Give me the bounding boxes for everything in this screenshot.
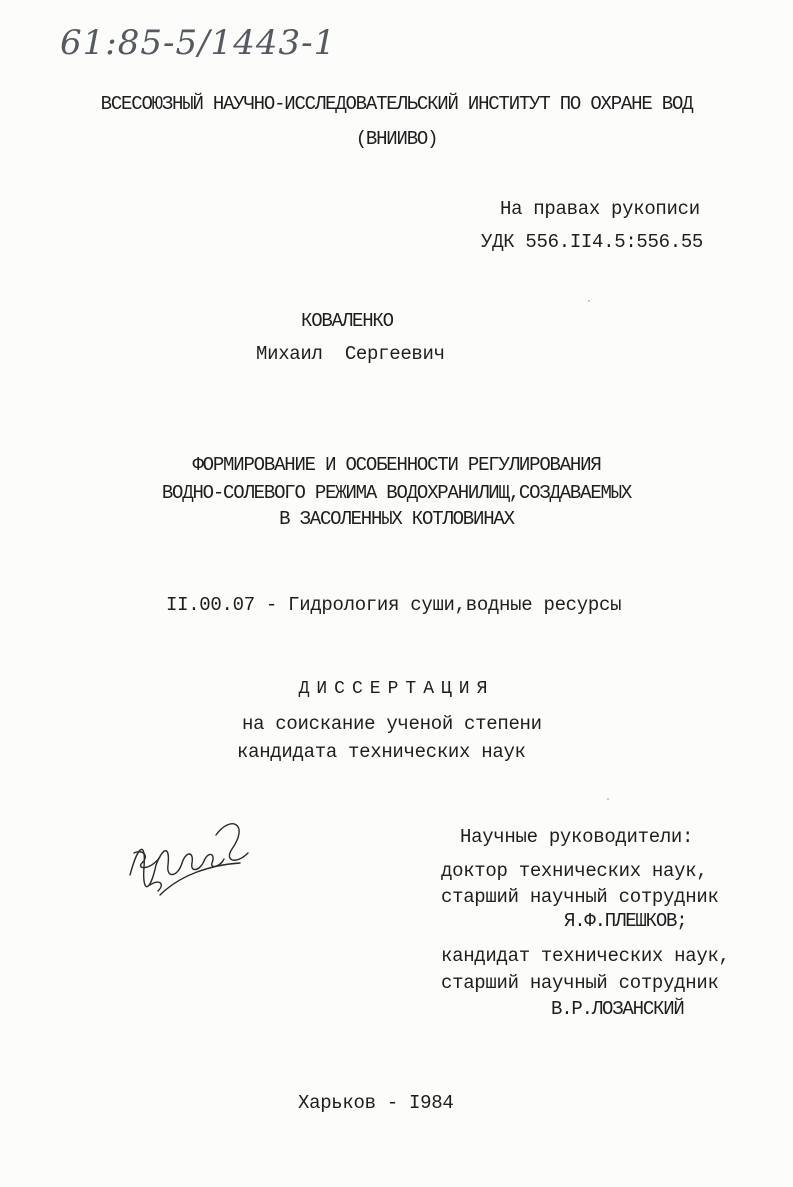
institute-abbreviation: (ВНИИВО)	[355, 128, 438, 150]
manuscript-rights: На правах рукописи	[500, 198, 700, 220]
supervisor-degree: кандидат технических наук,	[441, 945, 730, 967]
place-and-year: Харьков - I984	[298, 1092, 454, 1114]
author-signature	[120, 805, 260, 905]
paper-speck	[588, 300, 590, 302]
author-given-names: Михаил Сергеевич	[256, 343, 445, 365]
paper-speck	[607, 798, 609, 800]
dissertation-title-line: ВОДНО-СОЛЕВОГО РЕЖИМА ВОДОХРАНИЛИЩ,СОЗДАВАЕМЫХ	[161, 482, 632, 504]
archive-mark-text: 61:85-5/1443-1	[60, 23, 337, 63]
handwritten-archive-mark	[60, 12, 390, 68]
author-surname: КОВАЛЕНКО	[301, 310, 393, 332]
supervisor-name: Я.Ф.ПЛЕШКОВ;	[564, 910, 687, 932]
degree-line: кандидата технических наук	[237, 741, 526, 763]
supervisor-position: старший научный сотрудник	[441, 972, 719, 994]
dissertation-title-line: В ЗАСОЛЕННЫХ КОТЛОВИНАХ	[279, 508, 514, 530]
udc-code: УДК 556.II4.5:556.55	[481, 231, 704, 253]
specialty-code: II.00.07 - Гидрология суши,водные ресурсы	[166, 594, 622, 616]
institute-name: ВСЕСОЮЗНЫЙ НАУЧНО-ИССЛЕДОВАТЕЛЬСКИЙ ИНСТИТУТ ПО ОХРАНЕ ВОД	[100, 93, 693, 115]
supervisors-heading: Научные руководители:	[460, 826, 694, 848]
dissertation-title-line: ФОРМИРОВАНИЕ И ОСОБЕННОСТИ РЕГУЛИРОВАНИЯ	[192, 454, 601, 476]
supervisor-name: В.Р.ЛОЗАНСКИЙ	[551, 998, 684, 1020]
supervisor-degree: доктор технических наук,	[441, 860, 708, 882]
supervisor-position: старший научный сотрудник	[441, 886, 719, 908]
document-type: ДИССЕРТАЦИЯ	[298, 679, 495, 699]
degree-line: на соискание ученой степени	[242, 713, 542, 735]
